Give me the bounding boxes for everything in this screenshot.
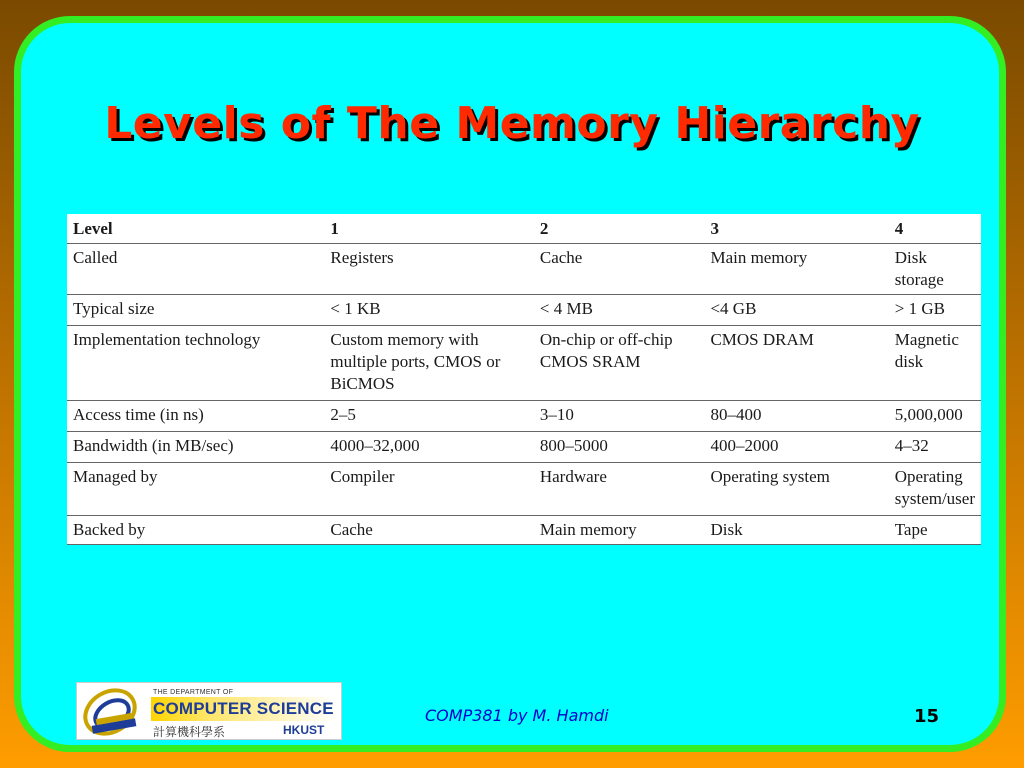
table-cell: 3–10 (534, 401, 705, 432)
table-cell: Disk storage (889, 244, 981, 295)
table-cell: 4–32 (889, 432, 981, 463)
table-cell: Magnetic disk (889, 326, 981, 401)
table-cell: Registers (324, 244, 533, 295)
table-cell: Compiler (324, 463, 533, 516)
table-cell: Managed by (67, 463, 324, 516)
table-cell: 800–5000 (534, 432, 705, 463)
table-cell: Operating system (704, 463, 888, 516)
table-header-row (67, 214, 981, 244)
table-header-cell: 4 (894, 219, 904, 238)
table-cell: Implementation technology (67, 326, 324, 401)
table-cell: Backed by (67, 516, 324, 545)
table-cell: 80–400 (704, 401, 888, 432)
slide-footer: COMP381 by M. Hamdi (425, 706, 609, 725)
table-cell: < 1 KB (324, 295, 533, 326)
table-cell: On-chip or off-chip CMOS SRAM (534, 326, 705, 401)
table-cell: Bandwidth (in MB/sec) (67, 432, 324, 463)
logo-name: COMPUTER SCIENCE (153, 699, 334, 718)
table-cell: Called (67, 244, 324, 295)
table-cell: 2–5 (324, 401, 533, 432)
table-cell: 4000–32,000 (324, 432, 533, 463)
logo-department-line: THE DEPARTMENT OF (153, 689, 234, 696)
table-cell: Typical size (67, 295, 324, 326)
table-cell: 400–2000 (704, 432, 888, 463)
table-cell: Custom memory with multiple ports, CMOS or BiCMOS (324, 326, 533, 401)
table-cell: > 1 GB (889, 295, 981, 326)
table-row (67, 432, 981, 463)
table-row (67, 516, 981, 545)
memory-hierarchy-table (67, 214, 981, 545)
table-cell: Operating system/user (889, 463, 981, 516)
table-header-cell: Level (73, 219, 113, 238)
hkust-emblem-icon (80, 686, 144, 738)
table-header-cell: 1 (330, 219, 339, 238)
table-row (67, 401, 981, 432)
table-cell: Main memory (704, 244, 888, 295)
table-cell: Tape (889, 516, 981, 545)
table-cell: 5,000,000 (889, 401, 981, 432)
table-cell: < 4 MB (534, 295, 705, 326)
department-logo (76, 682, 342, 740)
table-cell: Hardware (534, 463, 705, 516)
table-row (67, 295, 981, 326)
table-header-cell: 3 (710, 219, 719, 238)
table-cell: <4 GB (704, 295, 888, 326)
table-cell: Main memory (534, 516, 705, 545)
table-cell: Disk (704, 516, 888, 545)
page-number: 15 (914, 706, 940, 727)
table-header-cell: 2 (539, 219, 549, 238)
table-row (67, 326, 981, 401)
table-cell: CMOS DRAM (704, 326, 888, 401)
logo-chinese-name: 計算機科學系 (153, 725, 226, 739)
table-cell: Cache (534, 244, 705, 295)
table-row (67, 244, 981, 295)
table-row (67, 463, 981, 516)
logo-school: HKUST (283, 723, 325, 737)
table-cell: Access time (in ns) (67, 401, 324, 432)
table-cell: Cache (324, 516, 533, 545)
slide-title: Levels of The Memory Hierarchy (104, 98, 920, 149)
